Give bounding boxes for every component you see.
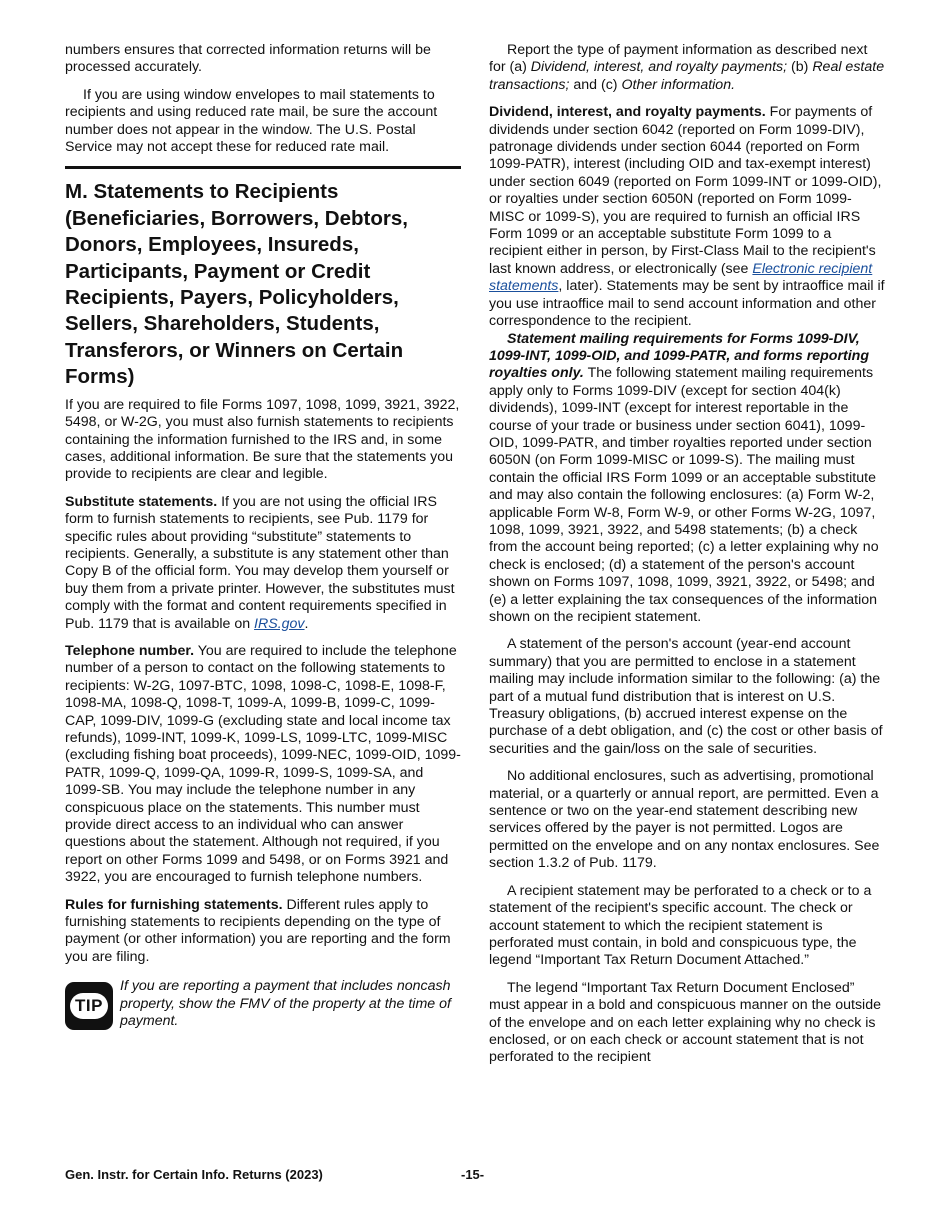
telephone-text: You are required to include the telephone number of a person to contact on the following statements to recipients: W-2G, 1097-BTC, 1098, 1098-C, 1098-E, 1098-F, 1098-MA, 1098-Q, 1098-T, 1099-A, 1099-B, 1099-C, 1099-CAP, 1099-DIV, 1099-G (excluding state and local income tax refunds), 1099-INT, 1099-K, 1099-LS, 1099-LTC, 1099-MISC (excluding fishing boat proceeds), 1099-NEC, 1099-OID, 1099-PATR, 1099-Q, 1099-QA, 1099-R, 1099-S, 1099-SA, and 1099-SB. You may include the telephone number in any conspicuous place on the statements. This number must provide direct access to an individual who can answer questions about the statement. Although not required, if you report on other Forms 1099 and 5498, or on Forms 3921 and 3922, you are encouraged to furnish telephone numbers.	[65, 642, 461, 886]
page-number: -15-	[461, 1167, 485, 1182]
payment-types-item-a: Dividend, interest, and royalty payments;	[530, 59, 788, 76]
substitute-text: If you are not using the official IRS form to furnish statements to recipients, see Pub. 1179 for specific rules about providing “substitute” statements to recipients. Generally, a substitute is any statement other than Copy B of the official form. You may develop them yourself or buy them from a private printer. However, the substitutes must comply with the format and content requirements specified in Pub. 1179 that is available on	[65, 493, 455, 632]
paragraph-substitute-statements	[65, 494, 461, 633]
runin-substitute-statements: Substitute statements.	[65, 493, 218, 510]
dividend-text: For payments of dividends under section 6042 (reported on Form 1099-DIV), patronage dividends under section 6044 (reported on Form 1099-PATR), interest (including OID and tax-exempt interest) under section 6049 (reported on Form 1099-INT or 1099-OID), or royalties under section 6050N (reported on Form 1099-MISC or 1099-S), you are required to furnish an official IRS Form 1099 or an acceptable substitute Form 1099 to a recipient either in person, by First-Class Mail to the recipient's last known address, or electronically (see	[489, 104, 882, 277]
irs-gov-link[interactable]: IRS.gov	[254, 615, 305, 632]
paragraph-telephone-number	[65, 643, 461, 887]
runin-dividend-interest-royalty: Dividend, interest, and royalty payments.	[489, 104, 766, 121]
paragraph-payment-types	[489, 42, 885, 94]
payment-types-text-c: and (c)	[569, 76, 622, 93]
dividend-end: , later). Statements may be sent by intraoffice mail if you use intraoffice mail to send account information and other correspondence to the recipient.	[489, 278, 885, 330]
payment-types-text-a: Report the type of payment information as described next for (a)	[489, 42, 868, 76]
section-divider	[65, 166, 461, 169]
rules-text: Different rules apply to furnishing statements to recipients depending on the type of payment (or other information) you are reporting and the form you are filing.	[65, 896, 451, 965]
paragraph-rules-furnishing	[65, 897, 461, 967]
paragraph-mailing-requirements	[489, 331, 885, 627]
paragraph-window-envelopes: If you are using window envelopes to mail statements to recipients and using reduced rate mail, be sure the account number does not appear in the window. The U.S. Postal Service may not accept these for reduced rate mail.	[65, 86, 438, 156]
runin-telephone-number: Telephone number.	[65, 642, 195, 659]
paragraph-dividend-interest-royalty	[489, 104, 885, 330]
paragraph-legend: The legend “Important Tax Return Document Enclosed” must appear in a bold and conspicuous manner on the outside of the envelope and on each letter explaining why no check is enclosed, or on each check or account statement that is not perforated to the recipient	[489, 979, 881, 1066]
runin-mailing-requirements: Statement mailing requirements for Forms 1099-DIV, 1099-INT, 1099-OID, and 1099-PATR, and forms reporting royalties only.	[489, 330, 869, 382]
electronic-recipient-statements-link[interactable]: Electronic recipient statements	[489, 260, 873, 295]
payment-types-item-b: Real estate transactions;	[489, 59, 885, 93]
substitute-end: .	[304, 615, 309, 632]
right-column	[489, 42, 885, 1067]
left-column	[65, 42, 461, 1031]
paragraph-perforated: A recipient statement may be perforated to a check or to a statement of the recipient's specific account. The check or account statement to which the recipient statement is perforated must contain, in bold and conspicuous type, the legend “Important Tax Return Document Attached.”	[489, 882, 872, 969]
tip-text: If you are reporting a payment that includes noncash property, show the FMV of the property at the time of payment.	[120, 978, 451, 1030]
paragraph-account-statement: A statement of the person's account (year-end account summary) that you are permitted to enclose in a statement mailing may include information similar to the following: (a) the part of a mutual fund distribution that is interest on U.S. Treasury obligations, (b) accrued interest expense on the purchase of a debt obligation, and (c) the cost or other basis of securities and the gain/loss on the sale of securities.	[489, 636, 883, 757]
section-heading-m: M. Statements to Recipients (Beneficiaries, Borrowers, Debtors, Donors, Employees, Insureds, Participants, Payment or Credit Recipients, Payers, Policyholders, Sellers, Shareholders, Students, Transferors, or Winners on Certain Forms)	[65, 180, 408, 389]
footer-title: Gen. Instr. for Certain Info. Returns (2023)	[65, 1167, 323, 1182]
tip-callout	[65, 978, 461, 1030]
runin-rules-furnishing: Rules for furnishing statements.	[65, 896, 283, 913]
payment-types-text-b: (b)	[787, 59, 813, 76]
tip-label: TIP	[70, 993, 108, 1019]
mailing-text: The following statement mailing requirements apply only to Forms 1099-DIV (except for section 404(k) dividends), 1099-INT (except for interest reportable in the course of your trade or business under section 6041), 1099-OID, 1099-PATR, and timber royalties reported under section 6050N (on Form 1099-MISC or 1099-S). The mailing must contain the official IRS Form 1099 or an acceptable substitute and may also contain the following enclosures: (a) Form W-2, applicable Form W-8, Form W-9, or other Forms W-2G, 1097, 1098, 1099, 3921, 3922, and 5498 statements; (b) a check from the account being reported; (c) a letter explaining why no check is enclosed; (d) a statement of the person's account shown on Forms 1097, 1098, 1099, 3921, 3922, or 5498; and (e) a letter explaining the tax consequences of the information shown on the recipient statement.	[489, 365, 879, 625]
payment-types-item-c: Other information.	[621, 76, 736, 93]
tip-icon	[65, 982, 113, 1030]
paragraph-statements-intro: If you are required to file Forms 1097, 1098, 1099, 3921, 3922, 5498, or W-2G, you must also furnish statements to recipients containing the information furnished to the IRS and, in some cases, additional information. Be sure that the statements you provide to recipients are clear and legible.	[65, 396, 460, 483]
paragraph-continued: numbers ensures that corrected information returns will be processed accurately.	[65, 42, 431, 76]
paragraph-no-additional-enclosures: No additional enclosures, such as advertising, promotional material, or a quarterly or annual report, are permitted. Even a sentence or two on the year-end statement describing new services offered by the payer is not permitted. Logos are permitted on the envelope and on any nontax enclosures. See section 1.3.2 of Pub. 1179.	[489, 768, 880, 872]
